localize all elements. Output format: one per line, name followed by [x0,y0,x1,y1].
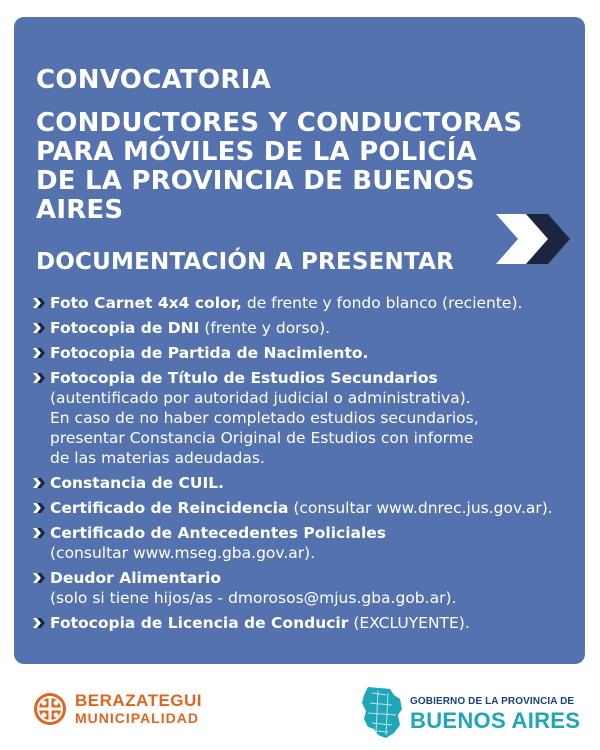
requirement-detail: (EXCLUYENTE). [348,614,470,632]
chevron-bullet-icon [33,322,45,334]
buenos-aires-name: BUENOS AIRES [410,708,581,733]
requirement-detail: de frente y fondo blanco (reciente). [241,294,523,312]
chevron-bullet-icon [33,347,45,359]
requirement-item [32,293,580,313]
requirements-list [32,293,580,638]
requirement-title: Constancia de CUIL. [50,474,225,492]
chevron-bullet-icon [33,527,45,539]
page-title: CONDUCTORES Y CONDUCTORAS PARA MÓVILES DE LA POLICÍA DE LA PROVINCIA DE BUENOS AIRES [36,108,523,225]
requirement-item [32,523,580,563]
berazategui-name: BERAZATEGUI [75,691,203,710]
requirement-title: Fotocopia de DNI [50,319,200,337]
requirement-item [32,498,580,518]
chevron-bullet-icon [33,477,45,489]
section-title: DOCUMENTACIÓN A PRESENTAR [36,249,455,275]
chevron-bullet-icon [33,372,45,384]
requirement-title: Deudor Alimentario [50,569,221,587]
requirement-item [32,318,580,338]
kicker-label: CONVOCATORIA [36,65,272,95]
requirement-detail: (consultar www.mseg.gba.gov.ar). [50,544,316,562]
requirement-detail: (frente y dorso). [199,319,331,337]
chevron-bullet-icon [33,502,45,514]
requirement-title: Fotocopia de Título de Estudios Secundarios [50,369,438,387]
requirement-detail: (autentificado por autoridad judicial o administrativa). En caso de no haber completado estudios secundarios, presentar Constancia Original de Estudios con informe de las materias adeudadas. [50,389,479,467]
requirement-detail: (consultar www.dnrec.jus.gov.ar). [288,499,553,517]
announcement-card [14,17,585,664]
requirement-item [32,473,580,493]
berazategui-sub: MUNICIPALIDAD [75,710,199,726]
chevron-bullet-icon [33,297,45,309]
requirement-item [32,343,580,363]
buenos-aires-logo [360,685,581,740]
buenos-aires-map-icon [360,685,404,740]
berazategui-emblem-icon [33,692,67,726]
buenos-aires-government-label: GOBIERNO DE LA PROVINCIA DE [410,696,575,707]
requirement-title: Fotocopia de Licencia de Conducir [50,614,349,632]
requirement-title: Fotocopia de Partida de Nacimiento. [50,344,369,362]
requirement-detail: (solo si tiene hijos/as - dmorosos@mjus.gba.gob.ar). [50,589,457,607]
requirement-item [32,613,580,633]
requirement-title: Certificado de Antecedentes Policiales [50,524,387,542]
requirement-item [32,368,580,468]
requirement-title: Certificado de Reincidencia [50,499,289,517]
double-chevron-icon [496,210,570,268]
chevron-bullet-icon [33,572,45,584]
requirement-title: Foto Carnet 4x4 color, [50,294,242,312]
requirement-item [32,568,580,608]
chevron-bullet-icon [33,617,45,629]
